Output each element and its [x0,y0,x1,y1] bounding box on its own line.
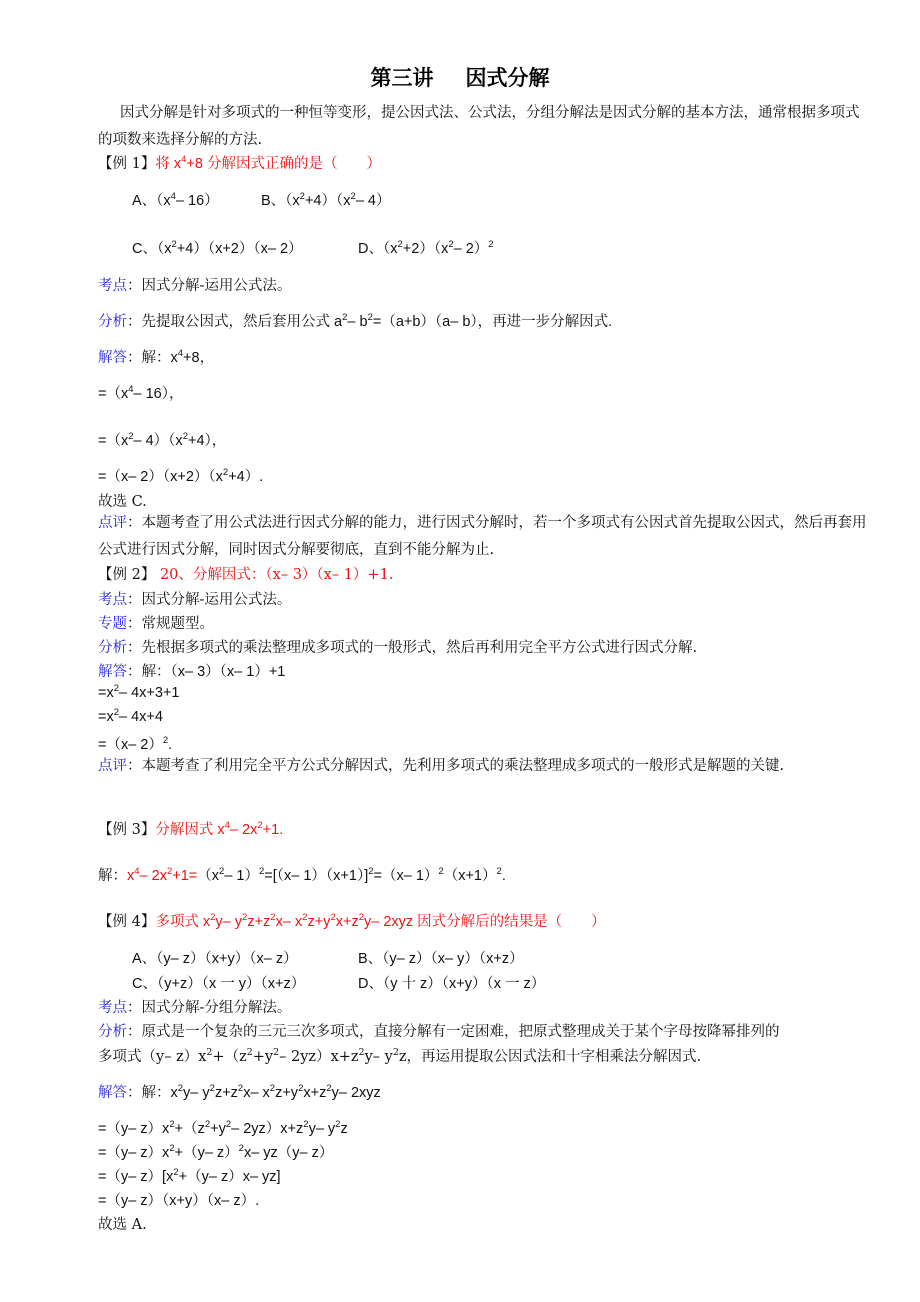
example-3-solution: 解：$x^4-$ $2x^2+1=(x^2-$ 1）$^2$=[（x– 1）（x+1）]$^2$=（x– $1)^2(x+1)^2$. [98,866,506,884]
title-lecture-number: 第三讲 [370,66,434,90]
example-4-option-a: A、（y– z）（x+y）（x– z） [132,951,298,967]
example-4-step-4: =（y– z）（x+y）（x– z）. [98,1193,260,1209]
example-2-kaodian: 考点：因式分解-运用公式法。 [98,592,292,608]
example-1-kaodian: 考点：因式分解-运用公式法。 [98,278,292,294]
example-2-step-1: $=x^2-$ 4x+3+1 [98,683,180,701]
example-3-question: 【例 3】分解因式 $x^4-$ $2x^2+1$. [98,820,284,838]
example-1-question-text: 将 $x^4+8$ 分解因式正确的是（ ） [155,154,381,172]
example-4-option-d: D、（y 十 z）（x+y）（x 一 z） [358,976,546,992]
example-2-dianping: 点评：本题考查了利用完全平方公式分解因式，先利用多项式的乘法整理成多项式的一般形式是解题的关键. [98,758,785,774]
example-1-fenxi: 分析：先提取公因式，然后套用公式 $a^2-$ $b^2=(a+b)(a-$ b），再进一步分解因式. [98,312,613,330]
example-1-option-b: B、$(x^2+4)(x^2-$ 4） [261,191,391,209]
example-4-option-b: B、（y– z）（x– y）（x+z） [358,951,524,967]
example-1-option-d: D、$(x^2+2)(x^2-$ 2）$^2$ [358,239,494,257]
example-4-option-c: C、（y+z）（x 一 y）（x+z） [132,976,306,992]
example-2-step-2: $=x^2-$ 4x+4 [98,707,163,725]
example-2-question: 【例 2】 20、分解因式：（x– 3）（x– 1）+1. [98,567,394,583]
example-4-jieda: 解答：解：$x^2y-$ $y^2z+z^2x-$ $x^2z+y^2x+z^2y-$ 2xyz [98,1083,381,1101]
example-4-step-3: =（y– $z)[x^2+(y-$ z）x– yz] [98,1167,281,1185]
example-1-step-3: =（x– $2)(x+2)(x^2+4)$. [98,467,264,485]
example-4-fenxi-line-2: 多项式（y– $z)x^2+(z^2+y^2-$ $2yz)x+z^2y-$ $y^2z$，再运用提取公因式法和十字相乘法分解因式. [98,1047,702,1065]
example-2-fenxi: 分析：先根据多项式的乘法整理成多项式的一般形式，然后再利用完全平方公式进行因式分解. [98,640,698,656]
title-topic: 因式分解 [465,66,550,90]
example-1-question [98,152,381,173]
example-2-jieda: 解答：解：（x– 3）（x– 1）+1 [98,664,286,680]
example-1-dianping: 点评：本题考查了用公式法进行因式分解的能力，进行因式分解时，若一个多项式有公因式首先提取公因式，然后再套用公式进行因式分解，同时因式分解要彻底，直到不能分解为止. [98,515,867,558]
example-1-answer: 故选 C. [98,494,147,510]
example-1-jieda: 解答：解：$x^4+8$， [98,348,215,366]
example-4-step-2: =（y– $z)x^2+(y-$ z）$^2$x– yz（y– z） [98,1143,334,1161]
example-2-zhuanti: 专题：常规题型。 [98,616,214,632]
example-4-answer: 故选 A. [98,1217,147,1233]
page-title [0,62,920,92]
example-4-kaodian: 考点：因式分解-分组分解法。 [98,1000,292,1016]
example-4-fenxi-line-1: 分析：原式是一个复杂的三元三次多项式，直接分解有一定困难，把原式整理成关于某个字母按降幂排列的 [98,1024,780,1040]
example-1-step-2: $=(x^2-$ $4)(x^2+4)$， [98,431,227,449]
intro-paragraph: 因式分解是针对多项式的一种恒等变形，提公因式法、公式法，分组分解法是因式分解的基本方法，通常根据多项式的项数来选择分解的方法. [98,105,860,148]
example-4-question: 【例 4】多项式 $x^2y-$ $y^2z+z^2x-$ $x^2z+y^2x+z^2y-$ 2xyz 因式分解后的结果是（ ） [98,912,606,930]
example-4-step-1: =（y– $z)x^2+(z^2+y^2-$ $2yz)x+z^2y-$ $y^2z$ [98,1119,348,1137]
example-1-option-a: A、（$x^4-$ 16） [132,191,219,209]
example-1-option-c: C、$(x^2+4)(x+2)(x-$ 2） [132,239,303,257]
example-1-tag: 【例 1】 [98,156,156,172]
example-2-step-3: =（x– 2）$^2$. [98,735,173,753]
example-1-step-1: $=(x^4-$ 16）， [98,384,184,402]
